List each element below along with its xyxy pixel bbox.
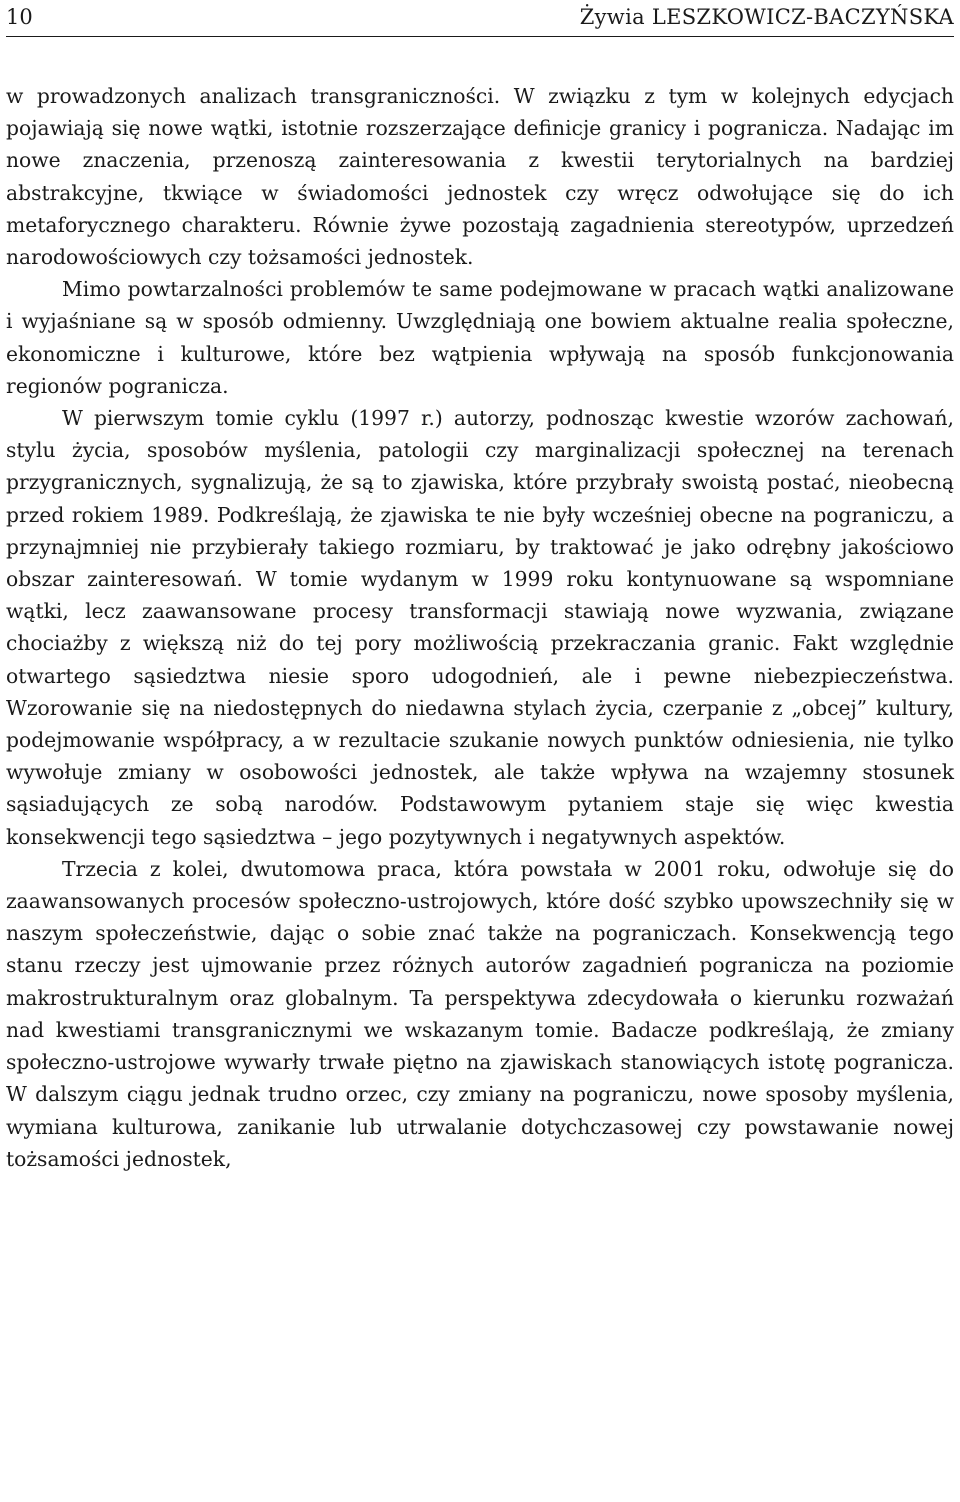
body-text [6, 80, 954, 1175]
running-title: Żywia LESZKOWICZ-BACZYŃSKA [579, 5, 954, 29]
paragraph-2: Mimo powtarzalności problemów te same podejmowane w pracach wątki analizowane i wyjaśniane są w sposób odmienny. Uwzględniają one bowiem aktualne realia społeczne, ekonomiczne i kulturowe, które bez wątpienia wpływają na sposób funkcjonowania regionów pogranicza. [6, 277, 954, 398]
running-head [6, 0, 954, 44]
book-page [6, 0, 954, 1175]
header-rule [6, 36, 954, 37]
paragraph-3: W pierwszym tomie cyklu (1997 r.) autorzy, podnosząc kwestie wzorów zachowań, stylu życia, sposobów myślenia, patologii czy marginalizacji społecznej na terenach przygranicznych, sygnalizują, że są to zjawiska, które przybrały swoistą postać, nieobecną przed rokiem 1989. Podkreślają, że zjawiska te nie były wcześniej obecne na pograniczu, a przynajmniej nie przybierały takiego rozmiaru, by traktować je jako odrębny jakościowo obszar zainteresowań. W tomie wydanym w 1999 roku kontynuowane są wspomniane wątki, lecz zaawansowane procesy transformacji stawiają nowe wyzwania, związane chociażby z większą niż do tej pory możliwością przekraczania granic. Fakt względnie otwartego sąsiedztwa niesie sporo udogodnień, ale i pewne niebezpieczeństwa. Wzorowanie się na niedostępnych do niedawna stylach życia, czerpanie z „obcej” kultury, podejmowanie współpracy, a w rezultacie szukanie nowych punktów odniesienia, nie tylko wywołuje zmiany w osobowości jednostek, ale także wpływa na wzajemny stosunek sąsiadujących ze sobą narodów. Podstawowym pytaniem staje się więc kwestia konsekwencji tego sąsiedztwa – jego pozytywnych i negatywnych aspektów. [6, 406, 954, 849]
paragraph-4: Trzecia z kolei, dwutomowa praca, która powstała w 2001 roku, odwołuje się do zaawansowanych procesów społeczno-ustrojowych, które dość szybko upowszechniły się w naszym społeczeństwie, dając o sobie znać także na pograniczach. Konsekwencją tego stanu rzeczy jest ujmowanie przez różnych autorów zagadnień pogranicza na poziomie makrostrukturalnym oraz globalnym. Ta perspektywa zdecydowała o kierunku rozważań nad kwestiami transgranicznymi we wskazanym tomie. Badacze podkreślają, że zmiany społeczno-ustrojowe wywarły trwałe piętno na zjawiskach stanowiących istotę pogranicza. W dalszym ciągu jednak trudno orzec, czy zmiany na pograniczu, nowe sposoby myślenia, wymiana kulturowa, zanikanie lub utrwalanie dotychczasowej czy powstawanie nowej tożsamości jednostek, [6, 856, 954, 1171]
page-number: 10 [6, 5, 33, 29]
paragraph-1: w prowadzonych analizach transgraniczności. W związku z tym w kolejnych edycjach pojawiają się nowe wątki, istotnie rozszerzające definicje granicy i pogranicza. Nadając im nowe znaczenia, przenoszą zainteresowania z kwestii terytorialnych na bardziej abstrakcyjne, tkwiące w świadomości jednostek czy wręcz odwołujące się do ich metaforycznego charakteru. Równie żywe pozostają zagadnienia stereotypów, uprzedzeń narodowościowych czy tożsamości jednostek. [6, 84, 954, 270]
